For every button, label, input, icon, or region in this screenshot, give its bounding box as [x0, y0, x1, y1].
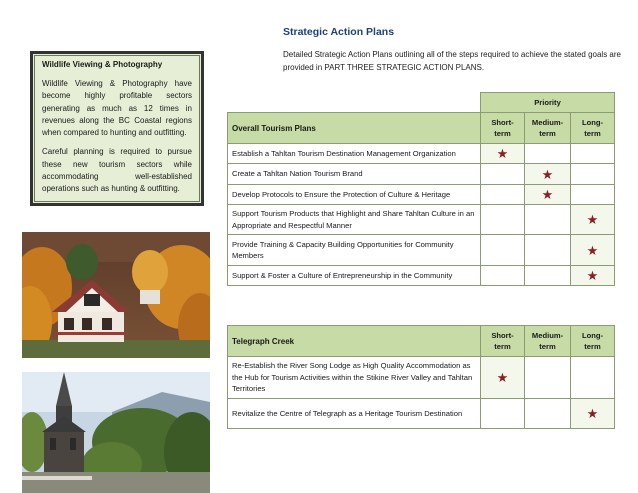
house-photo [22, 232, 210, 358]
sidebar-inner [34, 55, 200, 202]
table1-title: Overall Tourism Plans [228, 113, 481, 144]
intro-text: Detailed Strategic Action Plans outlining all of the steps required to achieve the stated goals are provided in PART THREE STRATEGIC ACTION PLANS. [283, 50, 621, 72]
table-row [228, 205, 615, 235]
table2-col-medium: Medium-term [525, 326, 571, 357]
empty-medium-cell [525, 266, 571, 286]
table2-title: Telegraph Creek [228, 326, 481, 357]
action-cell: Re-Establish the River Song Lodge as High Quality Accommodation as the Hub for Tourism Activities within the Stikine River Valley and Tahltan Territories [228, 357, 481, 399]
empty-medium-cell [525, 235, 571, 266]
table1-col-short: Short-term [481, 113, 525, 144]
telegraph-creek-table [227, 325, 615, 429]
star-icon: ★ [586, 268, 599, 283]
action-cell: Provide Training & Capacity Building Opportunities for Community Members [228, 235, 481, 266]
sidebar-paragraph-2: Careful planning is required to pursue these new tourism sectors while accommodating well-established operations such as hunting & outfitting. [42, 147, 192, 194]
empty-short-cell [481, 205, 525, 235]
action-cell: Revitalize the Centre of Telegraph as a Heritage Tourism Destination [228, 399, 481, 429]
priority-long-cell [571, 266, 615, 286]
action-cell: Support & Foster a Culture of Entrepreneurship in the Community [228, 266, 481, 286]
empty-medium-cell [525, 357, 571, 399]
table1-col-medium: Medium-term [525, 113, 571, 144]
table-row [228, 266, 615, 286]
empty-medium-cell [525, 144, 571, 164]
empty-short-cell [481, 399, 525, 429]
priority-header: Priority [481, 93, 615, 113]
sidebar-title: Wildlife Viewing & Photography [42, 60, 163, 69]
priority-short-cell [481, 357, 525, 399]
page-heading: Strategic Action Plans [283, 26, 395, 38]
overall-tourism-plans-table [227, 92, 615, 286]
table1-blank-corner [228, 93, 481, 113]
star-icon: ★ [586, 406, 599, 421]
empty-short-cell [481, 235, 525, 266]
empty-short-cell [481, 164, 525, 185]
priority-medium-cell [525, 164, 571, 185]
empty-short-cell [481, 266, 525, 286]
action-cell: Support Tourism Products that Highlight and Share Tahltan Culture in an Appropriate and Respectful Manner [228, 205, 481, 235]
action-cell: Establish a Tahltan Tourism Destination Management Organization [228, 144, 481, 164]
star-icon: ★ [541, 166, 554, 182]
empty-long-cell [571, 144, 615, 164]
church-photo [22, 372, 210, 493]
table-row [228, 185, 615, 205]
star-icon: ★ [541, 187, 554, 202]
empty-long-cell [571, 185, 615, 205]
empty-medium-cell [525, 205, 571, 235]
table-row [228, 357, 615, 399]
sidebar-paragraph-1: Wildlife Viewing & Photography have become highly profitable sectors generating as much as 12 times in revenues along the BC Coastal regions when compared to hunting and outfitting. [42, 79, 192, 138]
sidebar-box [30, 51, 204, 206]
star-icon: ★ [496, 370, 509, 385]
table2-col-long: Long-term [571, 326, 615, 357]
priority-short-cell [481, 144, 525, 164]
table2-col-short: Short-term [481, 326, 525, 357]
empty-long-cell [571, 164, 615, 185]
star-icon: ★ [586, 242, 599, 258]
empty-medium-cell [525, 399, 571, 429]
priority-long-cell [571, 235, 615, 266]
table-row [228, 235, 615, 266]
table-row [228, 144, 615, 164]
empty-long-cell [571, 357, 615, 399]
empty-short-cell [481, 185, 525, 205]
action-cell: Develop Protocols to Ensure the Protection of Culture & Heritage [228, 185, 481, 205]
priority-long-cell [571, 399, 615, 429]
star-icon: ★ [496, 146, 509, 161]
action-cell: Create a Tahltan Nation Tourism Brand [228, 164, 481, 185]
table-row [228, 164, 615, 185]
priority-medium-cell [525, 185, 571, 205]
table1-col-long: Long-term [571, 113, 615, 144]
priority-long-cell [571, 205, 615, 235]
table-row [228, 399, 615, 429]
star-icon: ★ [586, 212, 599, 227]
